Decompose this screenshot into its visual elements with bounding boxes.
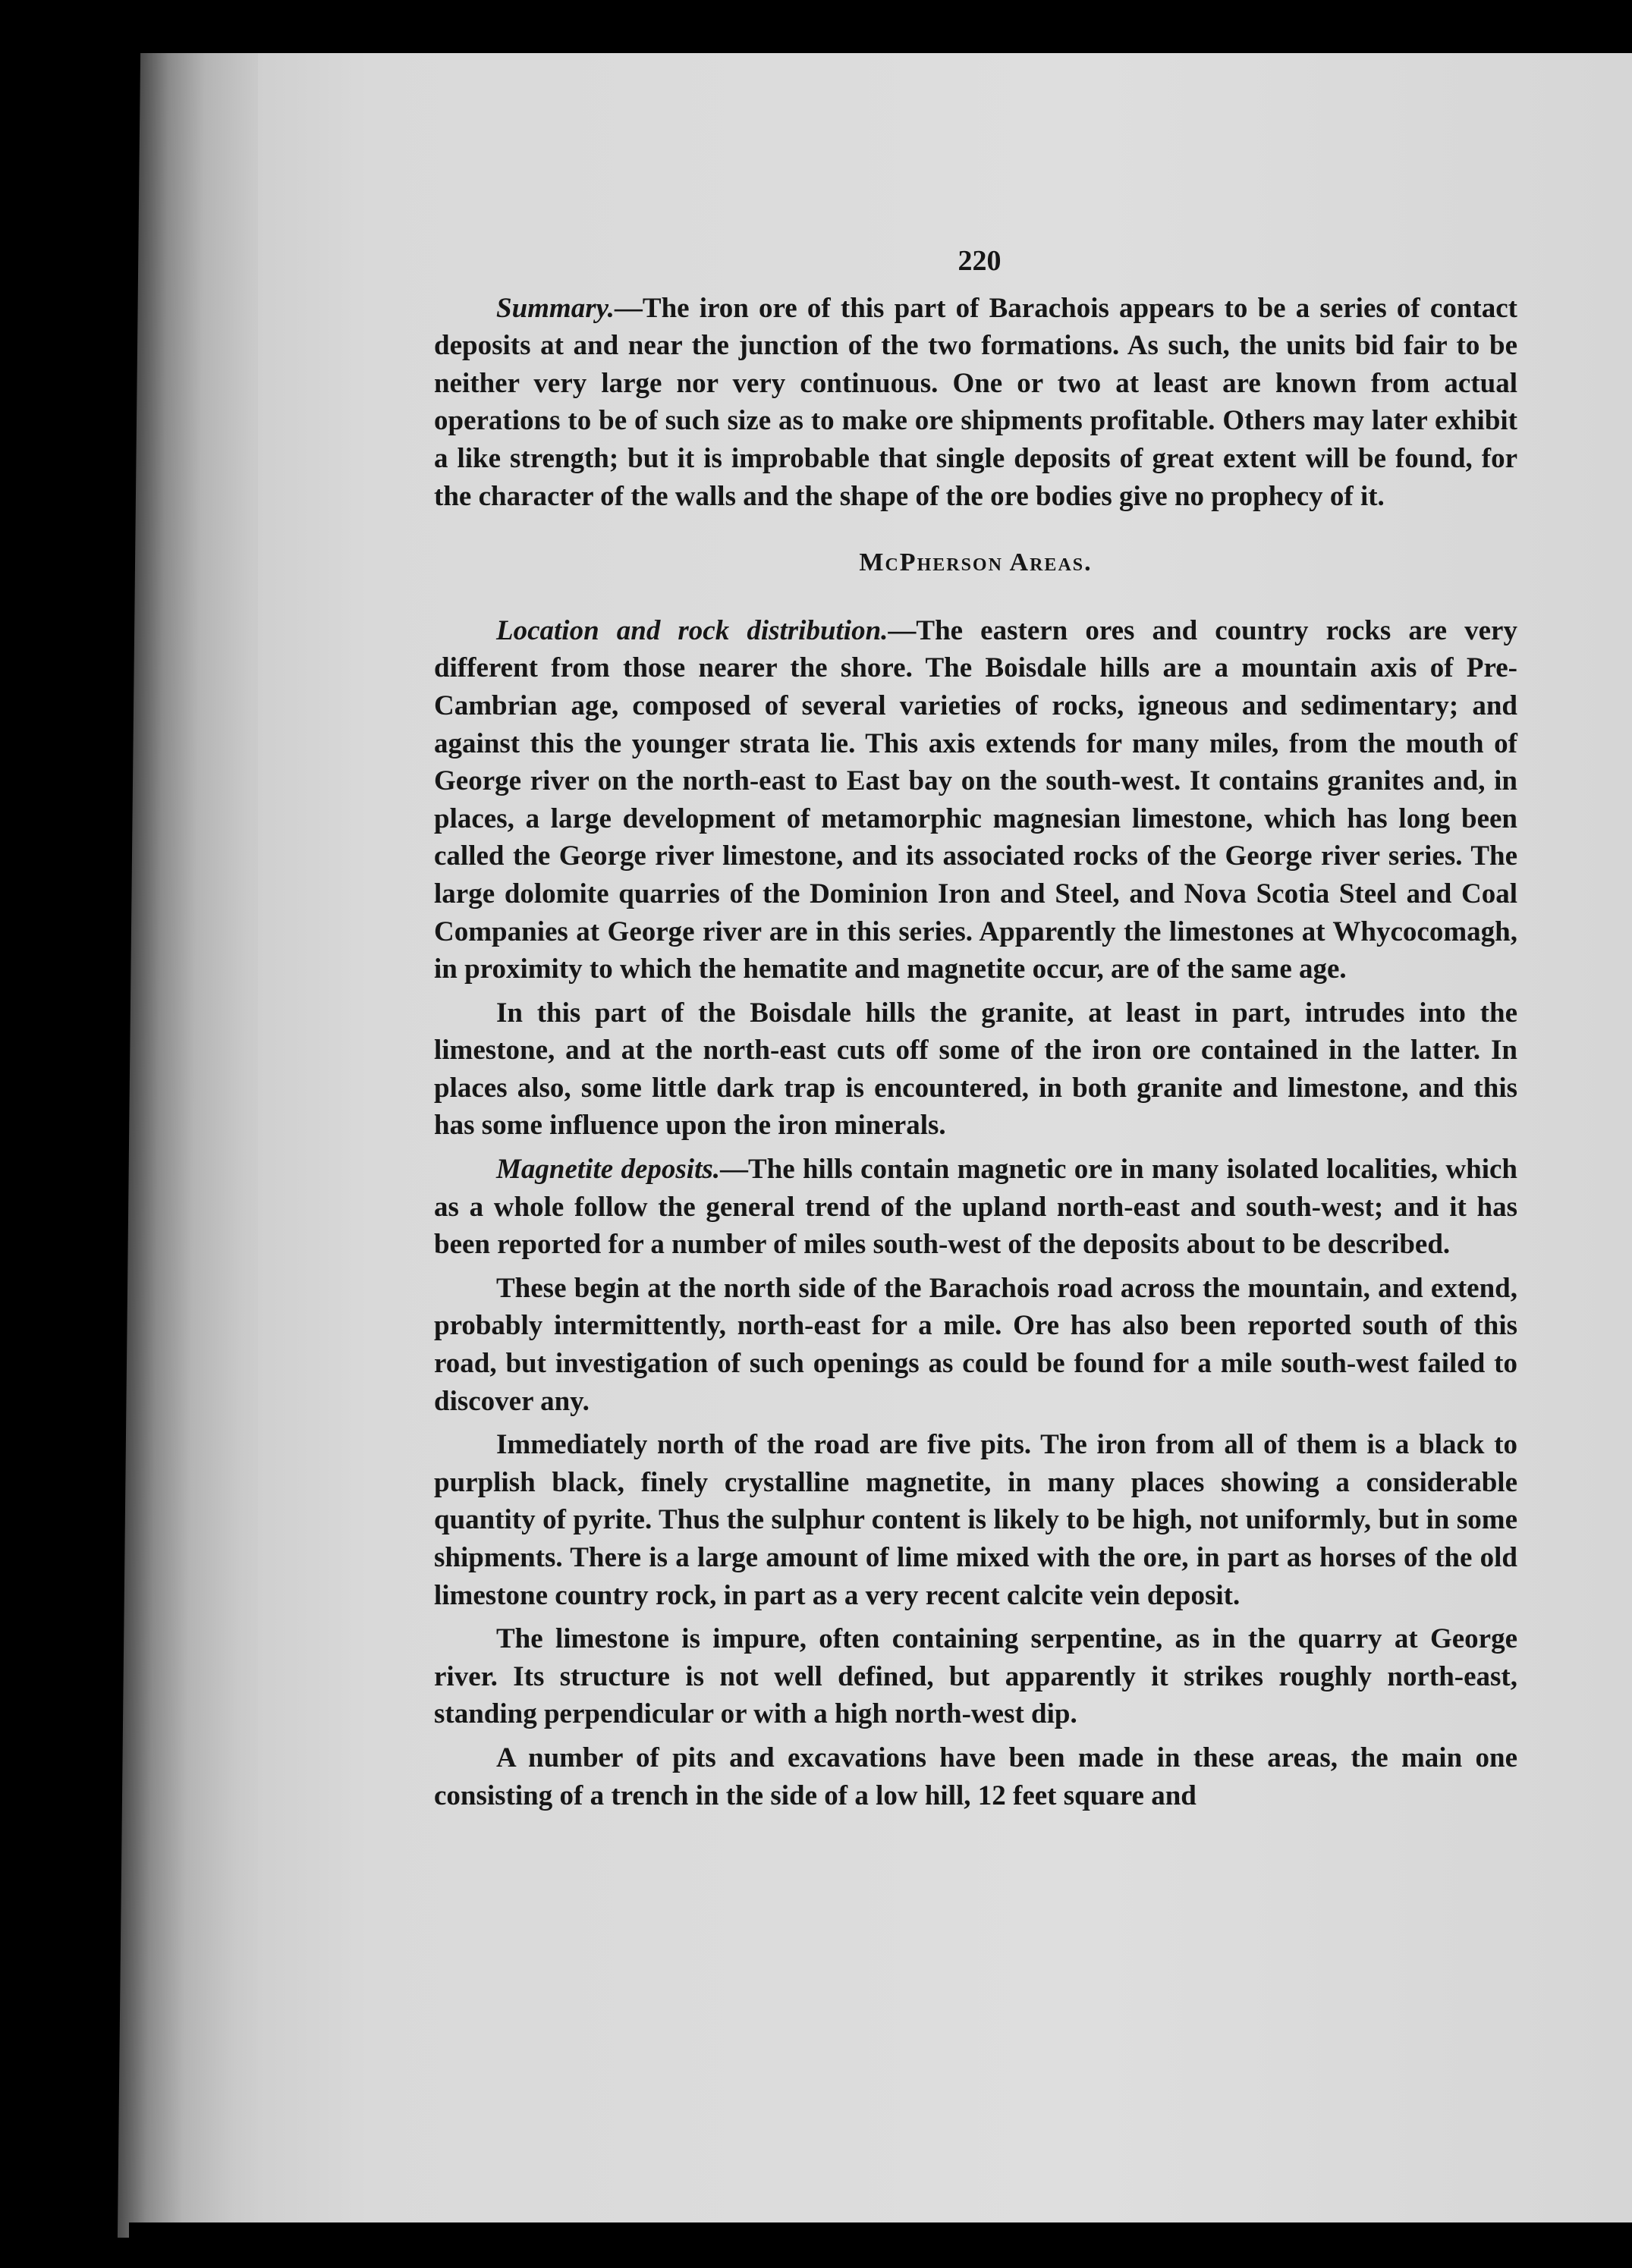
paragraph-limestone [434,1620,1517,1733]
paragraph-text: The limestone is impure, often containing serpentine, as in the quarry at George river. Its structure is not well defined, but apparently it strikes roughly north-east, standing perpendicular or with a high north-west dip. [434,1623,1517,1730]
paragraph-lead: Summary. [496,292,615,324]
paragraph-text: Immediately north of the road are five pits. The iron from all of them is a black to purplish black, finely crystalline magnetite, in many places showing a considerable quantity of pyrite. Thus the sulphur content is likely to be high, not uniformly, but in some shipments. There is a large amount of lime mixed with the ore, in part as horses of the old limestone country rock, in part as a very recent calcite vein deposit. [434,1429,1517,1611]
paragraph-magnetite [434,1151,1517,1264]
text-block [434,243,1517,1814]
section-heading: McPherson Areas. [859,548,1093,577]
bottom-shadow [129,2222,1632,2268]
paragraph-barachois-road [434,1270,1517,1420]
paragraph-five-pits [434,1426,1517,1614]
paragraph-text: —The eastern ores and country rocks are very different from those nearer the shore. The Boisdale hills are a mountain axis of Pre-Cambrian age, composed of several varieties of rocks, igneous and sedimentary; and against this the younger strata lie. This axis extends for many miles, from the mouth of George river on the north-east to East bay on the south-west. It contains granites and, in places, a large development of metamorphic magnesian limestone, which has long been called the George river limestone, and its associated rocks of the George river series. The large dolomite quarries of the Dominion Iron and Steel, and Nova Scotia Steel and Coal Companies at George river are in this series. Apparently the limestones at Whycocomagh, in proximity to which the hematite and magnetite occur, are of the same age. [434,614,1517,985]
paragraph-text: —The hills contain magnetic ore in many isolated localities, which as a whole follow the general trend of the upland north-east and south-west; and it has been reported for a number of miles south-west of the deposits about to be described. [434,1154,1517,1261]
paragraph-lead: Magnetite deposits. [496,1154,720,1186]
paragraph-text: A number of pits and excavations have been made in these areas, the main one consisting of a trench in the side of a low hill, 12 feet square and [434,1742,1517,1811]
paragraph-location [434,612,1517,988]
paragraph-lead: Location and rock distribution. [496,614,888,646]
paragraph-text: In this part of the Boisdale hills the granite, at least in part, intrudes into the limestone, and at the north-east cuts off some of the iron ore contained in the latter. In places also, some little dark trap is encountered, in both granite and limestone, and this has some influence upon the iron minerals. [434,997,1517,1142]
paragraph-granite [434,994,1517,1145]
page-number: 220 [958,245,1002,277]
paragraph-excavations [434,1739,1517,1814]
paragraph-text: —The iron ore of this part of Barachois appears to be a series of contact deposits at and near the junction of the two formations. As such, the units bid fair to be neither very large nor very continuous. One or two at least are known from actual operations to be of such size as to make ore shipments profitable. Others may later exhibit a like strength; but it is improbable that single deposits of great extent will be found, for the character of the walls and the shape of the ore bodies give no prophecy of it. [434,292,1517,512]
paragraph-summary [434,290,1517,516]
paragraph-text: These begin at the north side of the Barachois road across the mountain, and extend, probably intermittently, north-east for a mile. Ore has also been reported south of this road, but investigation of such openings as could be found for a mile south-west failed to discover any. [434,1272,1517,1417]
